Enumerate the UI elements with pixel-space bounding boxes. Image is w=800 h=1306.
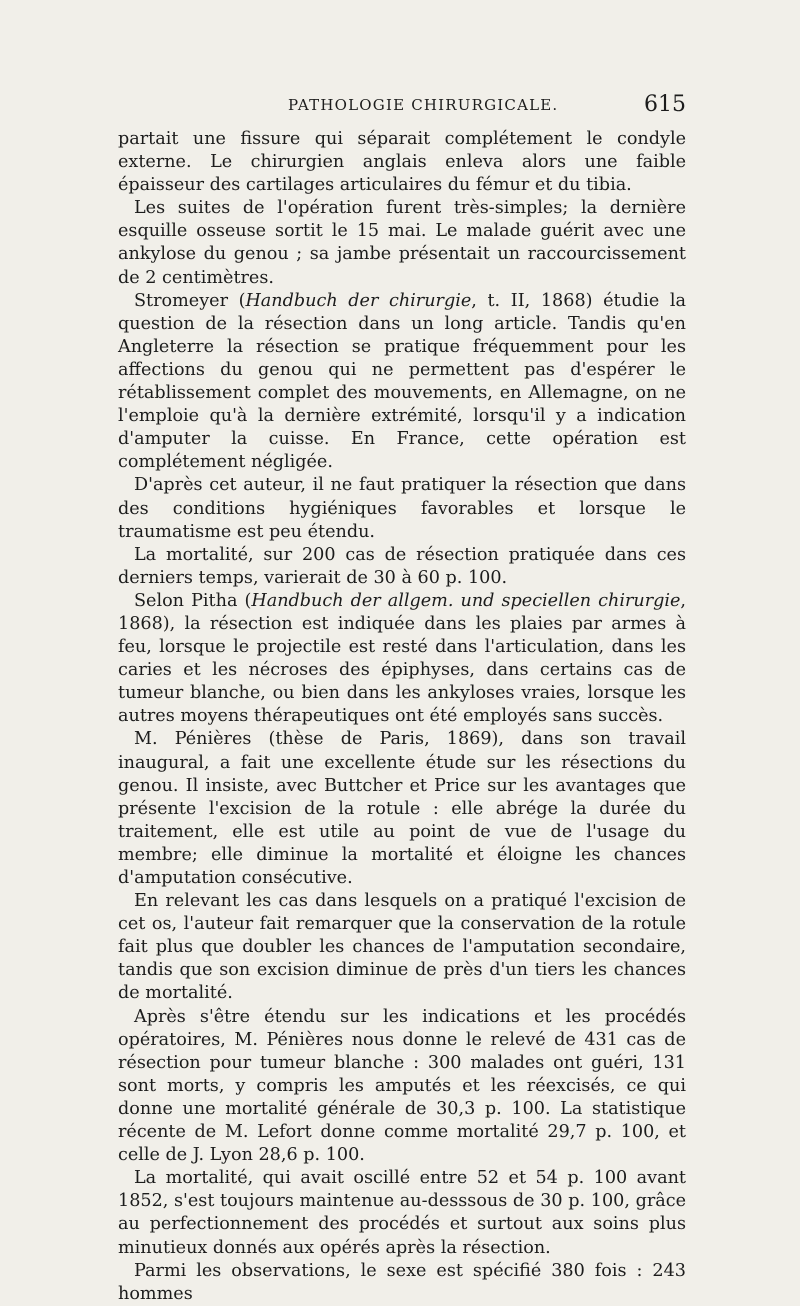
- paragraph-4: D'après cet auteur, il ne faut pratiquer la résection que dans des conditions hygiéniques favorables et lorsque le traumatisme est peu étendu.: [118, 475, 686, 542]
- page-header: [118, 92, 686, 122]
- paragraph-9: Après s'être étendu sur les indications et les procédés opératoires, M. Pénières nous donne le relevé de 431 cas de résection pour tumeur blanche : 300 malades ont guéri, 131 sont morts, y compris les amputés et les réexcisés, ce qui donne une mortalité générale de 30,3 p. 100. La statistique récente de M. Lefort donne comme mortalité 29,7 p. 100, et celle de J. Lyon 28,6 p. 100.: [118, 1006, 686, 1166]
- paragraph-7: M. Pénières (thèse de Paris, 1869), dans son travail inaugural, a fait une excellente étude sur les résections du genou. Il insiste, avec Buttcher et Price sur les avantages que présente l'excision de la rotule : elle abrége la durée du traitement, elle est utile au point de vue de l'usage du membre; elle diminue la mortalité et éloigne les chances d'amputation consécutive.: [118, 729, 686, 888]
- book-title: Handbuch der allgem. und speciellen chirurgie: [251, 590, 681, 611]
- paragraph-11: Parmi les observations, le sexe est spécifié 380 fois : 243 hommes: [118, 1260, 686, 1304]
- paragraph-10: La mortalité, qui avait oscillé entre 52 et 54 p. 100 avant 1852, s'est toujours maintenue au-desssous de 30 p. 100, grâce au perfectionnement des procédés et surtout aux soins plus minutieux donnés aux opérés après la résection.: [118, 1168, 686, 1258]
- book-title: Handbuch der chirurgie: [245, 290, 472, 311]
- paragraph-3: Stromeyer (Handbuch der chirurgie, t. II, 1868) étudie la question de la résection dans un long article. Tandis qu'en Angleterre la résection se pratique fréquemment pour les affections du genou qui ne permettent pas d'espérer le rétablissement complet des mouvements, en Allemagne, on ne l'emploie qu'à la dernière extrémité, lorsqu'il y a indication d'amputer la cuisse. En France, cette opération est complétement négligée.: [118, 290, 686, 473]
- paragraph-2: Les suites de l'opération furent très-simples; la dernière esquille osseuse sortit le 15 mai. Le malade guérit avec une ankylose du genou ; sa jambe présentait un raccourcissement de 2 centimètres.: [118, 198, 686, 288]
- paragraph-8: En relevant les cas dans lesquels on a pratiqué l'excision de cet os, l'auteur fait remarquer que la conservation de la rotule fait plus que doubler les chances de l'amputation secondaire, tandis que son excision diminue de près d'un tiers les chances de mortalité.: [118, 891, 686, 1004]
- paragraph-1: partait une fissure qui séparait complétement le condyle externe. Le chirurgien anglais enleva alors une faible épaisseur des cartilages articulaires du fémur et du tibia.: [118, 129, 686, 196]
- body-text: [118, 128, 686, 1306]
- page-number: 615: [644, 92, 686, 117]
- paragraph-5: La mortalité, sur 200 cas de résection pratiquée dans ces derniers temps, varierait de 30 à 60 p. 100.: [118, 544, 686, 588]
- paragraph-6: Selon Pitha (Handbuch der allgem. und speciellen chirurgie, 1868), la résection est indiquée dans les plaies par armes à feu, lorsque le projectile est resté dans l'articulation, dans les caries et les nécroses des épiphyses, dans certains cas de tumeur blanche, ou bien dans les ankyloses vraies, lorsque les autres moyens thérapeutiques ont été employés sans succès.: [118, 590, 687, 727]
- running-title: PATHOLOGIE CHIRURGICALE.: [288, 96, 559, 114]
